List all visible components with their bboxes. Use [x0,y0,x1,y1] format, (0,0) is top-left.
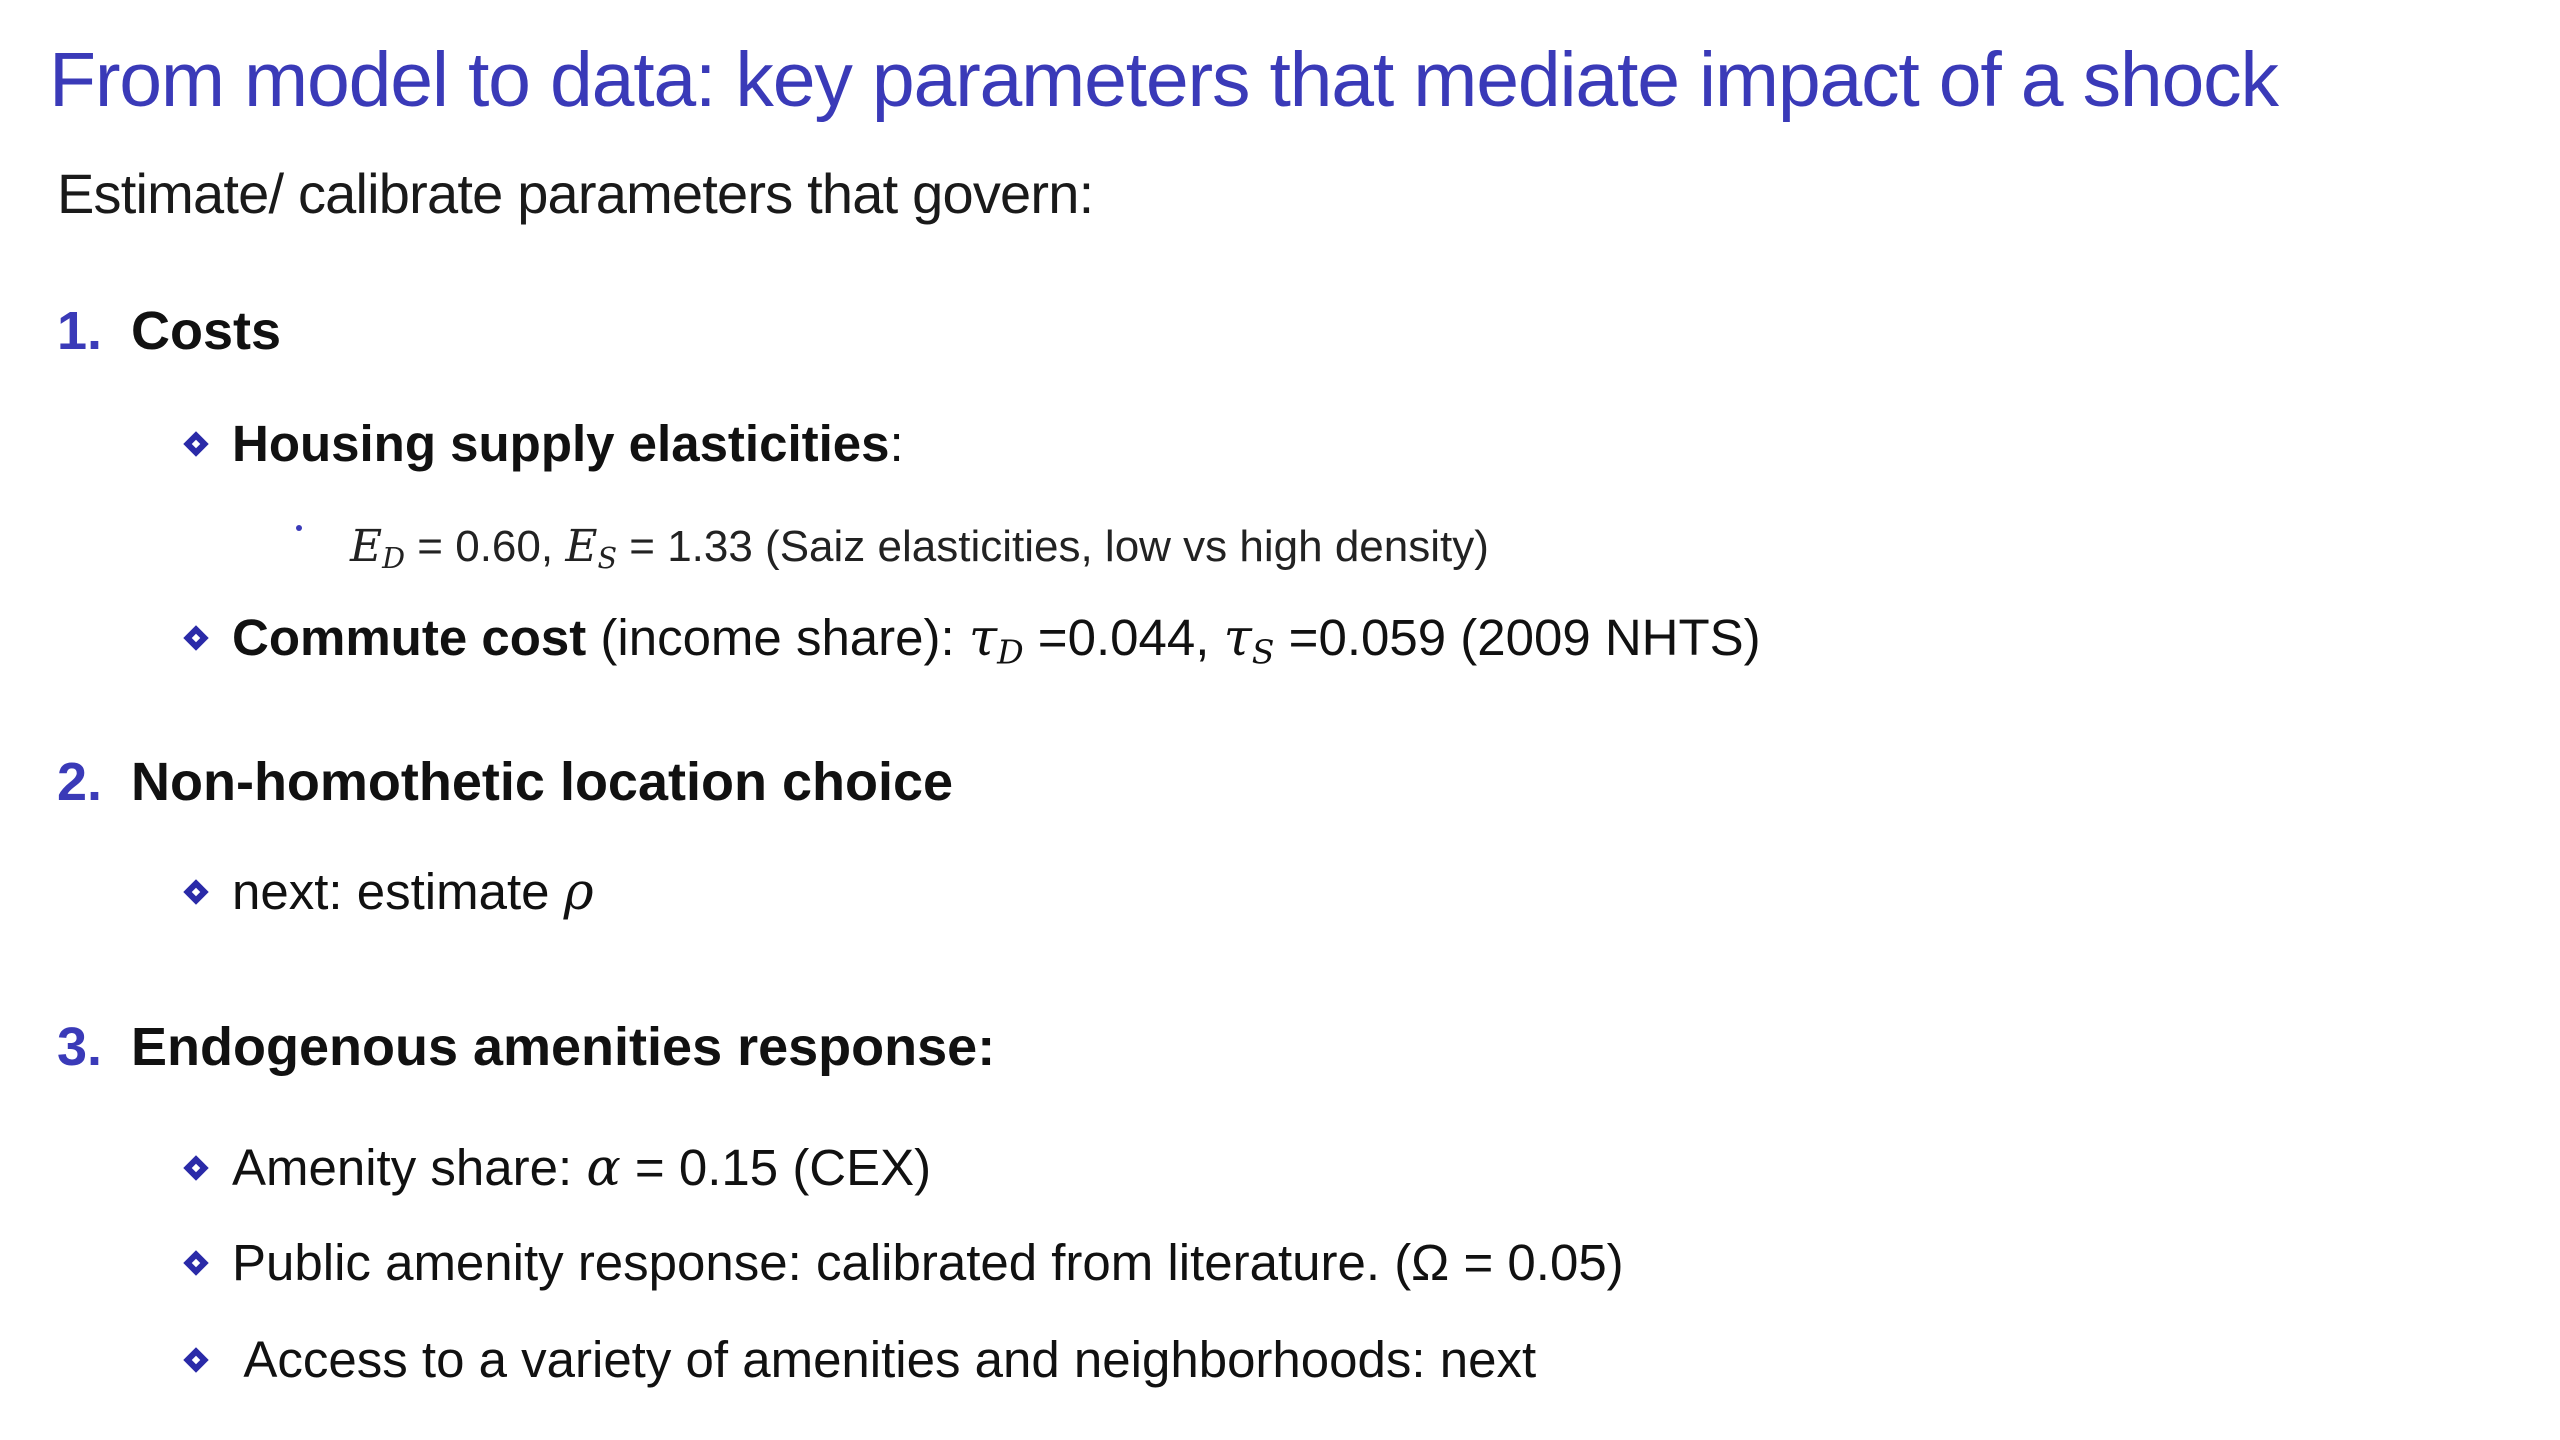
equals: = [617,522,668,571]
section-title: Non-homothetic location choice [131,752,954,812]
subscript-s: S [1251,632,1275,672]
bullet-suffix: = 0.15 (CEX) [620,1139,932,1196]
section-number: 1. [57,301,103,361]
slide-title: From model to data: key parameters that mediate impact of a shock [49,37,2278,123]
es-value: 1.33 [667,522,753,571]
subscript-s: S [597,541,618,576]
elasticity-symbol: E [350,521,383,572]
housing-label: Housing supply elasticities [232,415,890,472]
section-title: Endogenous amenities response: [131,1017,996,1077]
housing-colon: : [889,415,904,472]
elasticity-symbol: E [565,521,598,572]
dot-bullet-icon [296,525,302,531]
section-2-heading [57,752,954,812]
commute-prefix: (income share): [586,609,969,666]
diamond-bullet-icon [182,624,210,652]
section-title: Costs [131,301,282,361]
alpha-symbol: α [586,1139,621,1198]
bullet-text: Public amenity response: calibrated from literature. (Ω = 0.05) [232,1234,1624,1291]
td-value: =0.044, [1023,609,1224,666]
diamond-bullet-icon [182,1249,210,1277]
bullet-housing-supply [182,415,904,472]
subscript-d: D [382,541,406,576]
bullet-text: Access to a variety of amenities and neighborhoods: next [232,1331,1537,1388]
diamond-bullet-icon [182,878,210,906]
diamond-bullet-icon [182,430,210,458]
section-number: 2. [57,752,103,812]
ts-value: =0.059 (2009 NHTS) [1274,609,1761,666]
sub-bullet-elasticities [296,521,1489,576]
commute-label: Commute cost [232,609,587,666]
elasticity-note: (Saiz elasticities, low vs high density) [752,522,1489,571]
bullet-estimate-rho [182,863,594,922]
bullet-commute-cost [182,609,1761,672]
bullet-text: next: estimate [232,863,564,920]
rho-symbol: ρ [563,863,594,922]
diamond-bullet-icon [182,1346,210,1374]
section-1-heading [57,301,282,361]
separator: , [540,522,566,571]
slide-subtitle: Estimate/ calibrate parameters that govern: [57,162,1094,225]
tau-symbol: τ [1223,609,1252,668]
bullet-prefix: Amenity share: [232,1139,587,1196]
bullet-amenity-share [182,1139,932,1198]
bullet-access-variety [182,1331,1537,1388]
bullet-public-amenity [182,1234,1624,1291]
equals: = [405,522,456,571]
section-3-heading [57,1017,996,1077]
section-number: 3. [57,1017,103,1077]
tau-symbol: τ [968,609,998,668]
subscript-d: D [997,632,1024,672]
diamond-bullet-icon [182,1154,210,1182]
ed-value: 0.60 [455,522,541,571]
